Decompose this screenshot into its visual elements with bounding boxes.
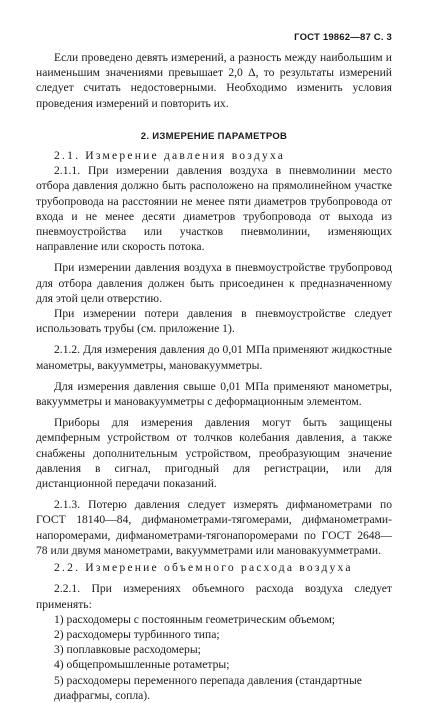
paragraph-2-1-2-b: Для измерения давления свыше 0,01 МПа применяют манометры, вакуумметры и мановакуумметры с деформационным элементом. bbox=[36, 379, 392, 409]
section-title: 2. ИЗМЕРЕНИЕ ПАРАМЕТРОВ bbox=[140, 130, 288, 142]
paragraph-2-2-1: 2.2.1. При измерениях объемного расхода воздуха следует применять: bbox=[36, 582, 392, 611]
list-item: 2) расходомеры турбинного типа; bbox=[54, 627, 220, 641]
paragraph-2-1-2: 2.1.2. Для измерения давления до 0,01 МПа применяют жидкостные манометры, вакуумметры, мановакуумметры. bbox=[36, 343, 392, 372]
flowmeter-list bbox=[36, 612, 392, 703]
paragraph-2-1-2-c: Приборы для измерения давления могут быть защищены демпферным устройством от толчков колебания давления, а также снабжены дополнительным устройством, преобразующим значение давления в сигнал, пригодный для регистрации, или для дистанционной передачи показаний. bbox=[36, 416, 392, 491]
list-item: 1) расходомеры с постоянным геометрическим объемом; bbox=[54, 612, 336, 626]
intro-paragraph: Если проведено девять измерений, а разность между наибольшим и наименьшим значениями превышает 2,0 Δ, то результаты измерений следует считать недостоверными. Необходимо изменить условия проведения измерений и повторить их. bbox=[36, 51, 392, 110]
page-content bbox=[36, 50, 392, 703]
list-item: 4) общепромышленные ротаметры; bbox=[54, 658, 230, 672]
list-item: 3) поплавковые расходомеры; bbox=[54, 643, 201, 657]
paragraph-2-1-1-b: При измерении давления воздуха в пневмоустройстве трубопровод для отбора давления должен быть присоединен к предназначенному для этой цели отверстию. bbox=[36, 261, 392, 305]
subsection-title-pressure: 2.1. Измерение давления воздуха bbox=[54, 149, 286, 163]
paragraph-2-1-1: 2.1.1. При измерении давления воздуха в пневмолинии место отбора давления должно быть расположено на прямолинейном участке трубопровода на расстоянии не менее пяти диаметров трубопровода от входа и не менее десяти диаметров трубопровода от выхода из пневмоустройства или участков пневмолинии, изменяющих направление или скорость потока. bbox=[36, 164, 392, 254]
page-header: ГОСТ 19862—87 С. 3 bbox=[294, 32, 392, 43]
paragraph-2-1-3: 2.1.3. Потерю давления следует измерять дифманометрами по ГОСТ 18140—84, дифманометрами-тягомерами, дифманометрами-напоромерами, дифманометрами-тягонапоромерами по ГОСТ 2648—78 или двумя манометрами, вакуумметрами или мановакуумметрами. bbox=[36, 498, 392, 557]
list-item: 5) расходомеры переменного перепада давления (стандартные диафрагмы, сопла). bbox=[54, 673, 362, 702]
subsection-title-flow: 2.2. Измерение объемного расхода воздуха bbox=[54, 561, 353, 575]
paragraph-2-1-1-c: При измерении потери давления в пневмоустройстве следует использовать трубы (см. приложение 1). bbox=[36, 307, 392, 336]
